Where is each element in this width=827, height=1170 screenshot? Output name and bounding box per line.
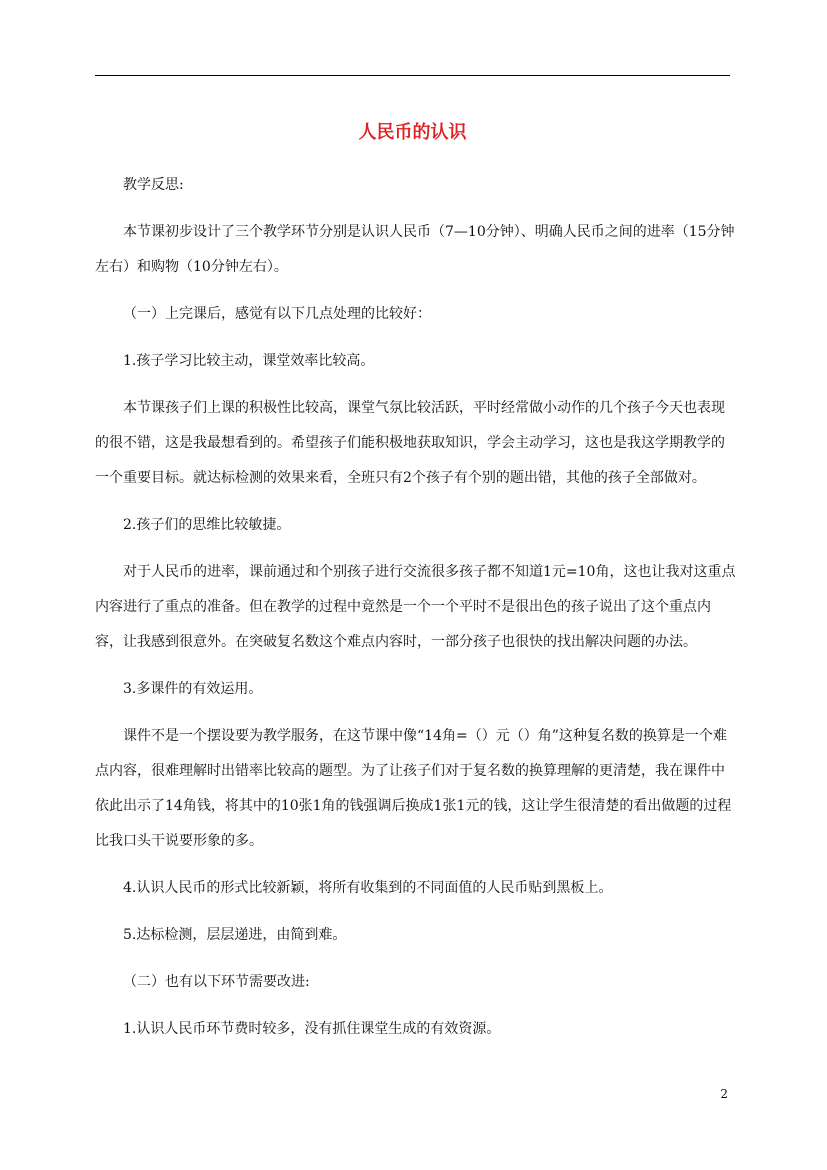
header-rule	[95, 75, 730, 76]
paragraph: 3.多课件的有效运用。	[123, 681, 263, 697]
paragraph: 1.孩子学习比较主动，课堂效率比较高。	[123, 353, 375, 369]
paragraph: 2.孩子们的思维比较敏捷。	[123, 517, 291, 533]
paragraph: 4.认识人民币的形式比较新颖，将所有收集到的不同面值的人民币贴到黑板上。	[123, 880, 613, 896]
paragraph: 1.认识人民币环节费时较多，没有抓住课堂生成的有效资源。	[123, 1021, 501, 1037]
paragraph: （一）上完课后，感觉有以下几点处理的比较好：	[123, 306, 431, 322]
document-title: 人民币的认识	[358, 122, 467, 143]
page-number: 2	[720, 1087, 728, 1101]
paragraph: 本节课孩子们上课的积极性比较高，课堂气氛比较活跃，平时经常做小动作的几个孩子今天也表现的很不错，这是我最想看到的。希望孩子们能积极地获取知识，学会主动学习，这也是我这学期教学的一个重要目标。就达标检测的效果来看，全班只有2个孩子有个别的题出错，其他的孩子全部做对。	[95, 400, 725, 486]
document-body	[95, 168, 737, 1047]
paragraph-heading-reflection: 教学反思:	[123, 177, 184, 193]
paragraph: 对于人民币的进率，课前通过和个别孩子进行交流很多孩子都不知道1元=10角，这也让我对这重点内容进行了重点的准备。但在教学的过程中竟然是一个一个平时不是很出色的孩子说出了这个重点内容，让我感到很意外。在突破复名数这个难点内容时，一部分孩子也很快的找出解决问题的办法。	[95, 564, 736, 650]
paragraph: 课件不是一个摆设要为教学服务，在这节课中像“14角=（）元（）角”这种复名数的换算是一个难点内容，很难理解时出错率比较高的题型。为了让孩子们对于复名数的换算理解的更清楚，我在课件中依此出示了14角钱，将其中的10张1角的钱强调后换成1张1元的钱，这让学生很清楚的看出做题的过程比我口头干说要形象的多。	[95, 728, 732, 849]
paragraph: （二）也有以下环节需要改进:	[123, 974, 310, 990]
paragraph: 本节课初步设计了三个教学环节分别是认识人民币（7—10分钟）、明确人民币之间的进率（15分钟左右）和购物（10分钟左右）。	[95, 224, 735, 275]
paragraph: 5.达标检测，层层递进，由简到难。	[123, 927, 347, 943]
